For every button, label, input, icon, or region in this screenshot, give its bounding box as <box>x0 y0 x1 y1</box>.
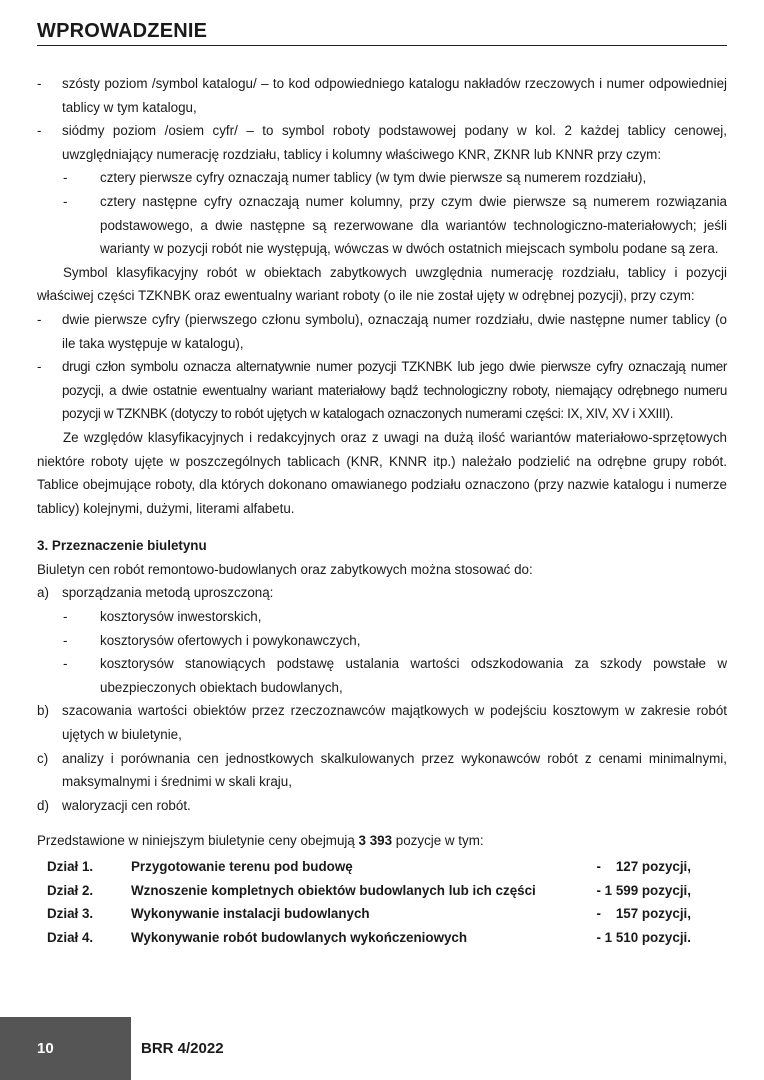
division-count: - 127 pozycji, <box>596 859 691 874</box>
list-marker: - <box>37 76 42 91</box>
list-item <box>37 308 727 355</box>
division-count: - 157 pozycji, <box>596 906 691 922</box>
list-marker: - <box>37 359 42 375</box>
list-marker: c) <box>37 750 49 766</box>
summary-line <box>37 829 727 853</box>
list-item <box>37 699 727 746</box>
list-item <box>37 747 727 794</box>
division-label: Dział 2. <box>47 882 94 898</box>
page-title: WPROWADZENIE <box>37 20 208 42</box>
list-marker: - <box>63 193 68 209</box>
division-name: Przygotowanie terenu pod budowę <box>131 859 353 874</box>
list-marker: - <box>63 609 68 625</box>
list-item-text: szósty poziom /symbol katalogu/ – to kod odpowiedniego katalogu nakładów rzeczowych i numer odpowiedniej tablicy w tym katalogu, <box>62 76 727 115</box>
divisions-table <box>37 855 727 949</box>
list-item-text: drugi człon symbolu oznacza alternatywnie numer pozycji TZKNBK lub jego dwie pierwsze cyfry oznaczają numer pozycji, a dwie ostatnie ewentualny wariant materiałowy bądź technologiczny roboty, niemający odrębnego numeru pozycji w TZKNBK (dotyczy to robót ujętych w katalogach oznaczonych numerami części: IX, XIV, XV i XXIII). <box>62 359 727 422</box>
footer-page-box <box>0 1017 131 1080</box>
section-lead: Biuletyn cen robót remontowo-budowlanych oraz zabytkowych można stosować do: <box>37 561 533 577</box>
division-count: - 1 599 pozycji, <box>596 882 691 898</box>
division-name: Wykonywanie robót budowlanych wykończeniowych <box>131 929 468 945</box>
list-marker: - <box>63 170 68 186</box>
page-content <box>37 72 727 949</box>
list-item-text: cztery następne cyfry oznaczają numer kolumny, przy czym dwie pierwsze są numerem rozwiązania podstawowego, a dwie następne są rezerwowane dla wariantów technologiczno-materiałowych; jeśli warianty w pozycji robót nie występują, wówczas w dwóch ostatnich miejscach symbolu podane są zera. <box>100 193 727 257</box>
journal-issue: BRR 4/2022 <box>141 1040 224 1057</box>
list-item <box>37 581 727 605</box>
table-row <box>37 902 727 926</box>
title-divider <box>37 45 727 46</box>
list-item-text: cztery pierwsze cyfry oznaczają numer tablicy (w tym dwie pierwsze są numerem rozdziału), <box>100 170 647 186</box>
list-marker: - <box>37 123 42 139</box>
division-label: Dział 4. <box>47 929 94 945</box>
division-name: Wznoszenie kompletnych obiektów budowlanych lub ich części <box>131 882 536 898</box>
list-item-text: siódmy poziom /osiem cyfr/ – to symbol roboty podstawowej podany w kol. 2 każdej tablicy cenowej, uwzględniający numerację rozdziału, tablicy i kolumny właściwego KNR, ZKNR lub KNNR przy czym: <box>62 123 727 162</box>
paragraph-symbol: Symbol klasyfikacyjny robót w obiektach zabytkowych uwzględnia numerację rozdziału, tablicy i pozycji właściwej części TZKNBK oraz ewentualny wariant roboty (o ile nie został ujęty w odrębnej pozycji), przy czym: <box>37 264 727 304</box>
division-label: Dział 1. <box>47 859 94 874</box>
sub-list-item <box>37 605 727 629</box>
paragraph-classification: Ze względów klasyfikacyjnych i redakcyjnych oraz z uwagi na dużą ilość wariantów materiałowo-sprzętowych niektóre roboty ujęte w poszczególnych tablicach (KNR, KNNR itp.) należało podzielić na odrębne grupy robót. Tablice obejmujące roboty, dla których dokonano omawianego podziału oznaczono (przy nazwie katalogu i numerze tablicy) kolejnymi, dużymi, literami alfabetu. <box>37 429 727 516</box>
list-item-text: waloryzacji cen robót. <box>62 797 191 813</box>
sub-list-item <box>37 652 727 699</box>
list-item <box>37 794 727 818</box>
division-name: Wykonywanie instalacji budowlanych <box>131 906 370 922</box>
table-row <box>37 926 727 950</box>
summary-count: 3 393 <box>358 833 393 849</box>
sub-list-item <box>37 190 727 261</box>
list-item-text: kosztorysów inwestorskich, <box>100 609 262 625</box>
list-marker: - <box>37 311 42 327</box>
sub-list-item <box>37 629 727 653</box>
summary-suffix: pozycje w tym: <box>392 833 484 849</box>
list-item <box>37 355 727 426</box>
list-item-text: sporządzania metodą uproszczoną: <box>62 585 274 601</box>
list-item-text: dwie pierwsze cyfry (pierwszego członu symbolu), oznaczają numer rozdziału, dwie następne numer tablicy (o ile taka występuje w katalogu), <box>62 311 727 351</box>
list-marker: a) <box>37 585 49 601</box>
list-marker: b) <box>37 703 49 719</box>
list-item <box>37 119 727 166</box>
list-marker: - <box>63 656 68 672</box>
list-item-text: analizy i porównania cen jednostkowych skalkulowanych przez wykonawców robót z cenami minimalnymi, maksymalnymi i średnimi w skali kraju, <box>62 750 727 790</box>
list-marker: d) <box>37 797 49 813</box>
section-heading: 3. Przeznaczenie biuletynu <box>37 538 207 554</box>
summary-prefix: Przedstawione w niniejszym biuletynie ceny obejmują <box>37 833 359 849</box>
list-item <box>37 72 727 119</box>
list-marker: - <box>63 632 68 648</box>
page-number: 10 <box>37 1040 54 1057</box>
table-row <box>37 855 727 879</box>
division-count: - 1 510 pozycji. <box>596 929 691 945</box>
list-item-text: kosztorysów stanowiących podstawę ustalania wartości odszkodowania za szkody powstałe w ubezpieczonych obiektach budowlanych, <box>100 656 727 695</box>
list-item-text: szacowania wartości obiektów przez rzeczoznawców majątkowych w podejściu kosztowym w zakresie robót ujętych w biuletynie, <box>62 703 727 743</box>
sub-list-item <box>37 166 727 190</box>
list-item-text: kosztorysów ofertowych i powykonawczych, <box>100 632 361 648</box>
table-row <box>37 879 727 903</box>
division-label: Dział 3. <box>47 906 94 922</box>
